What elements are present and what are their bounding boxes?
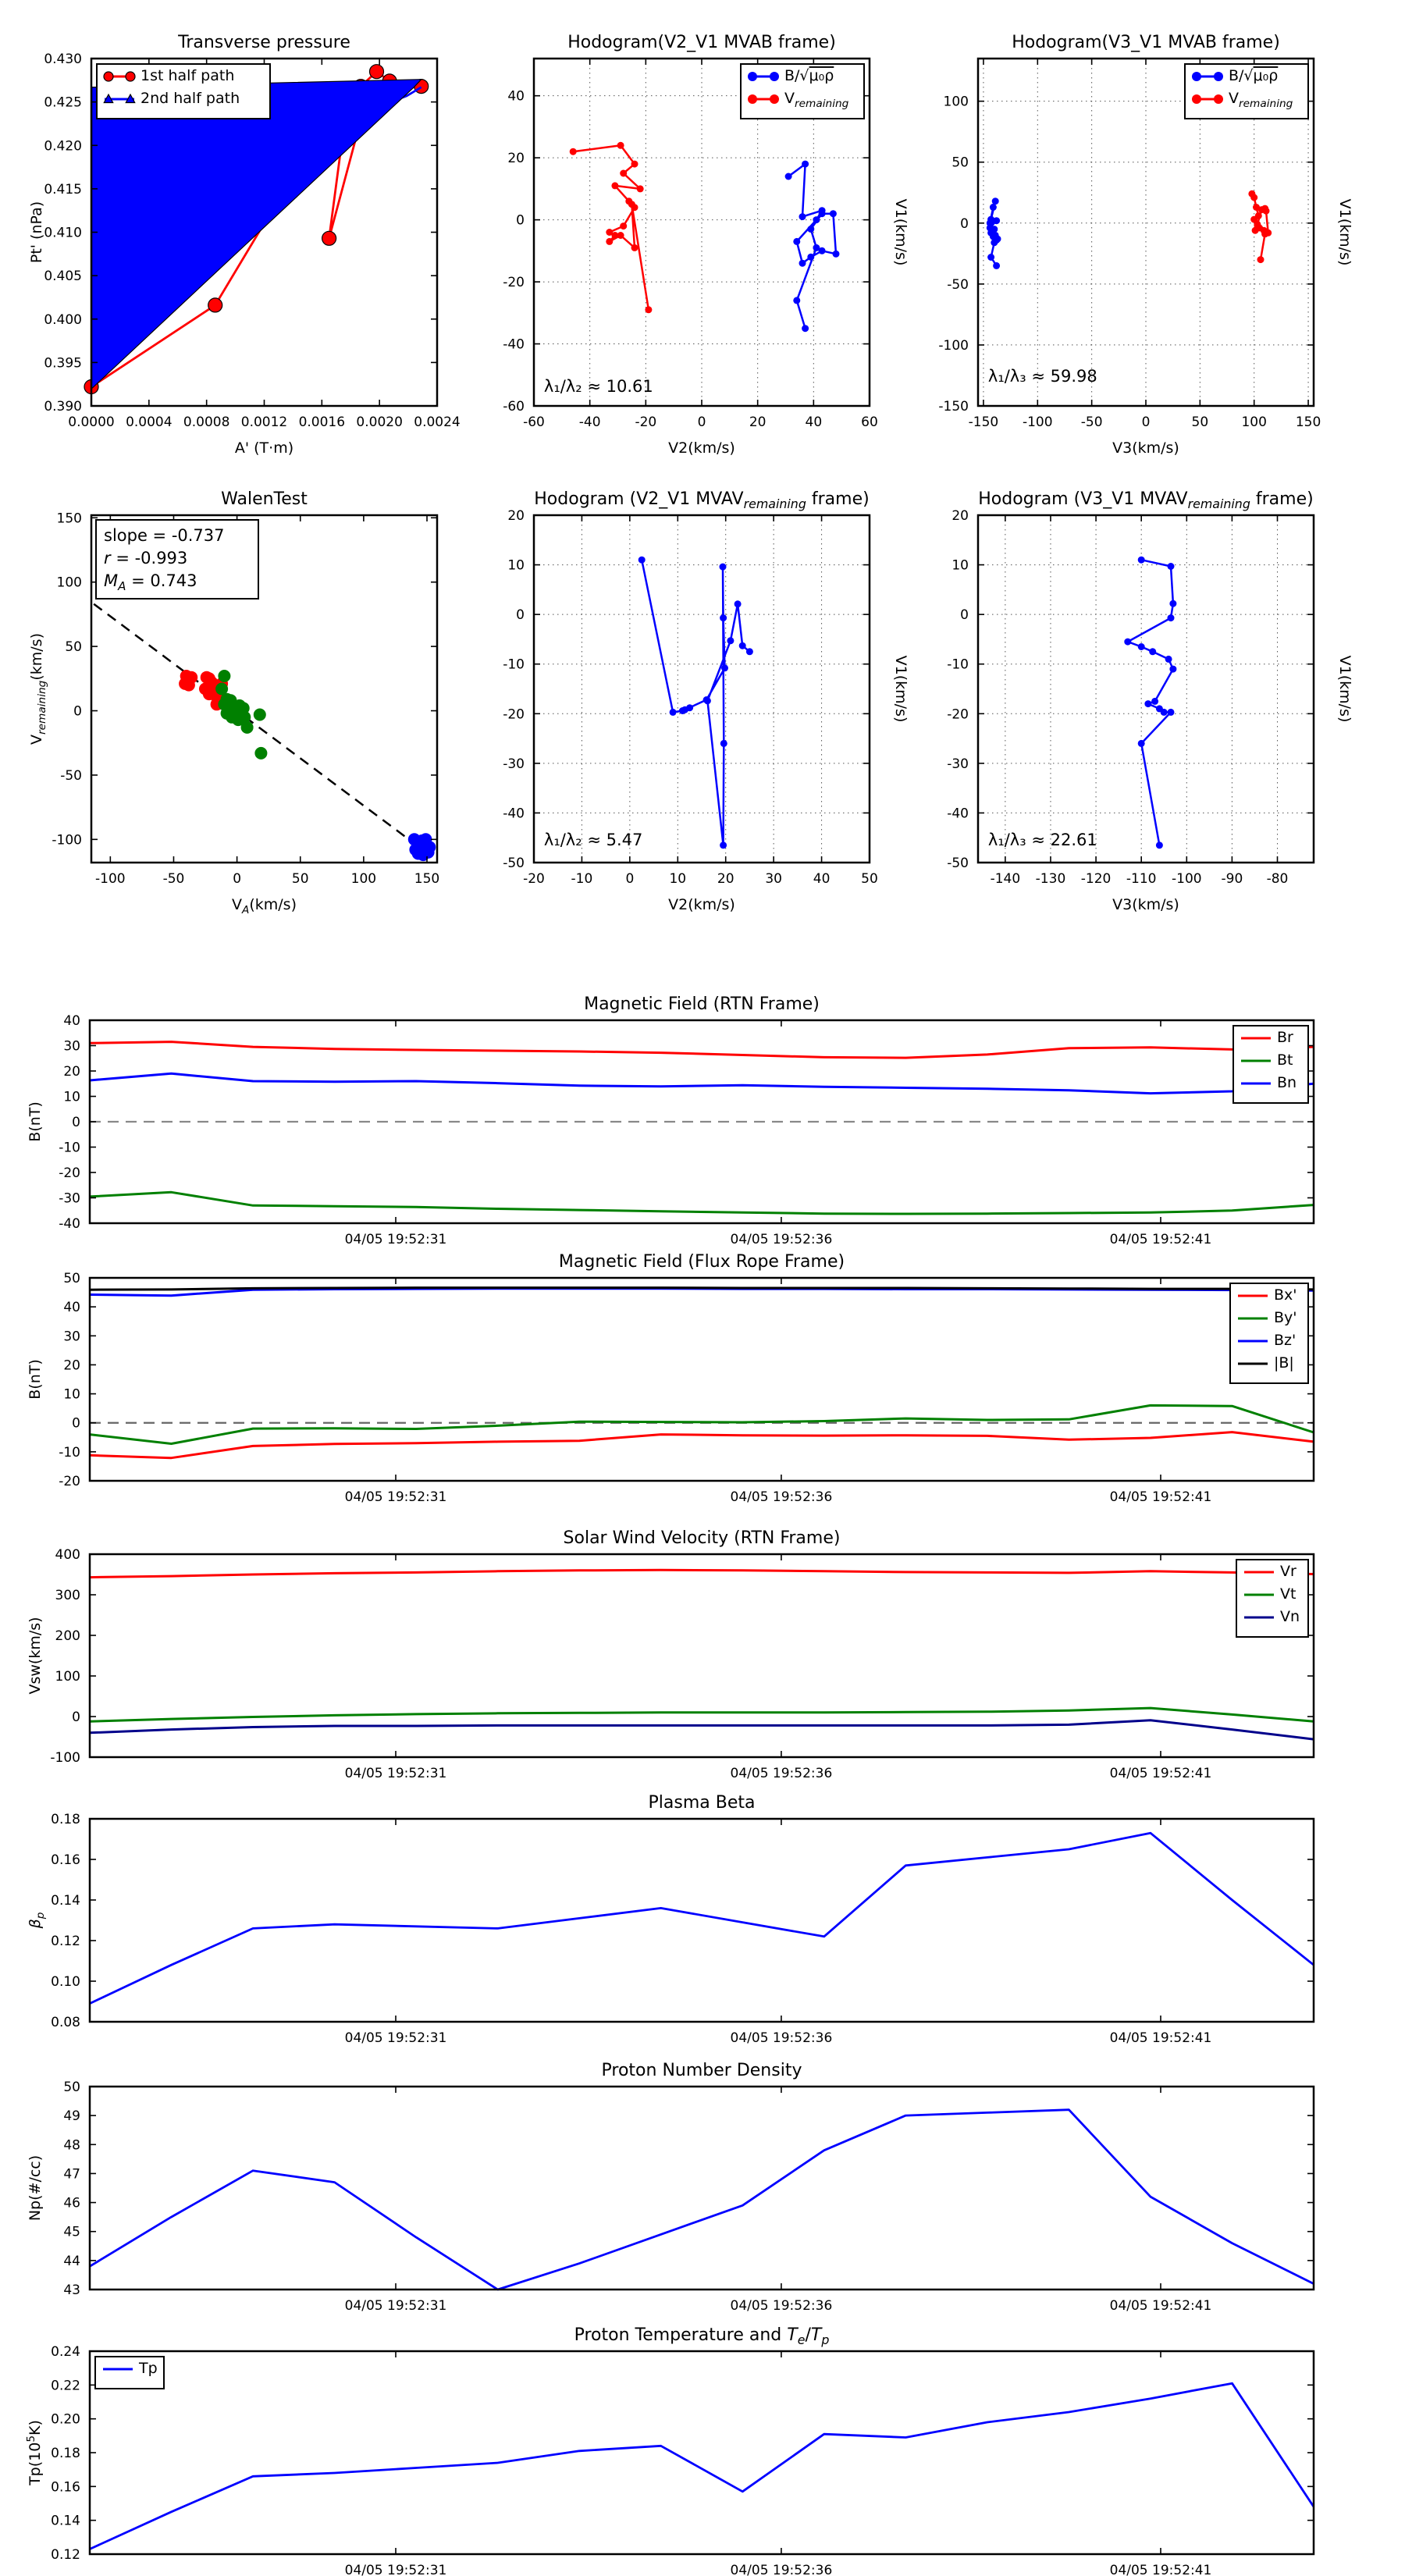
y-axis-label: $V_{remaining}(km/s)$ (28, 633, 48, 745)
svg-text:40: 40 (813, 871, 831, 887)
transverse-pressure-chart (28, 33, 461, 457)
markers-second-half-path (92, 80, 422, 389)
svg-text:0: 0 (697, 415, 706, 430)
svg-text:0: 0 (72, 1415, 80, 1432)
svg-text:0: 0 (72, 1710, 80, 1725)
svg-text:04/05 19:52:36: 04/05 19:52:36 (730, 2563, 833, 2576)
markers-B-over-sqrt-mu0rho (785, 161, 840, 333)
svg-text:0.425: 0.425 (44, 94, 82, 111)
x-axis-label: V3(km/s) (1112, 439, 1179, 457)
svg-text:04/05 19:52:41: 04/05 19:52:41 (1109, 1232, 1212, 1247)
svg-text:10: 10 (951, 557, 969, 574)
svg-text:0.0000: 0.0000 (68, 415, 115, 430)
svg-text:10: 10 (63, 1386, 80, 1403)
svg-text:-50: -50 (1080, 415, 1103, 430)
svg-text:-30: -30 (59, 1190, 80, 1207)
svg-text:50: 50 (1191, 415, 1209, 430)
svg-text:2nd half path: 2nd half path (140, 90, 240, 107)
svg-text:30: 30 (63, 1038, 80, 1055)
svg-text:-10: -10 (571, 871, 593, 887)
svg-text:100: 100 (350, 871, 377, 887)
svg-text:-90: -90 (1221, 871, 1243, 887)
svg-text:0.0004: 0.0004 (126, 415, 173, 430)
svg-text:0.08: 0.08 (51, 2015, 80, 2030)
svg-text:Bz': Bz' (1274, 1332, 1297, 1349)
svg-text:-10: -10 (59, 1140, 80, 1156)
svg-text:100: 100 (56, 575, 82, 591)
svg-text:r = -0.993: r = -0.993 (104, 549, 188, 568)
svg-text:-150: -150 (938, 399, 969, 415)
svg-text:04/05 19:52:41: 04/05 19:52:41 (1109, 1489, 1212, 1505)
svg-text:04/05 19:52:31: 04/05 19:52:31 (344, 1232, 447, 1247)
svg-text:-40: -40 (503, 806, 525, 822)
legend (95, 2357, 164, 2389)
svg-text:0.20: 0.20 (51, 2411, 80, 2428)
svg-text:-40: -40 (503, 336, 525, 353)
svg-text:0: 0 (233, 871, 242, 887)
chart-title: WalenTest (221, 489, 308, 509)
chart-svg (938, 33, 1353, 457)
series-Br (90, 1042, 1314, 1059)
svg-text:0.0020: 0.0020 (356, 415, 403, 430)
chart-svg (27, 1528, 1314, 1781)
series-hodogram-path (642, 560, 749, 845)
svg-text:20: 20 (749, 415, 767, 430)
chart-svg (27, 994, 1314, 1247)
chart-svg (503, 33, 909, 457)
svg-text:04/05 19:52:41: 04/05 19:52:41 (1109, 2030, 1212, 2046)
chart-svg (503, 489, 909, 913)
x-axis-label: A' (T·m) (234, 439, 294, 457)
legend (1233, 1026, 1308, 1103)
magnetic-field-flux-rope-chart (27, 1252, 1314, 1505)
legend (1230, 1283, 1308, 1383)
svg-text:0.14: 0.14 (51, 1893, 80, 1909)
chart-svg (28, 33, 461, 457)
svg-text:-100: -100 (938, 337, 969, 354)
svg-text:47: 47 (63, 2166, 80, 2183)
svg-text:04/05 19:52:31: 04/05 19:52:31 (344, 2030, 447, 2046)
svg-text:04/05 19:52:36: 04/05 19:52:36 (730, 2298, 833, 2314)
svg-text:40: 40 (805, 415, 823, 430)
svg-text:0.400: 0.400 (44, 311, 82, 328)
chart-title: Proton Number Density (601, 2061, 802, 2080)
svg-text:04/05 19:52:36: 04/05 19:52:36 (730, 1232, 833, 1247)
svg-text:Tp: Tp (139, 2360, 158, 2377)
svg-text:-40: -40 (947, 806, 969, 822)
chart-title: Plasma Beta (648, 1793, 756, 1813)
svg-text:04/05 19:52:41: 04/05 19:52:41 (1109, 2563, 1212, 2576)
svg-text:-100: -100 (52, 832, 82, 849)
y-axis-label: B(nT) (27, 1101, 44, 1142)
proton-temperature-chart (25, 2325, 1314, 2576)
svg-text:0.430: 0.430 (44, 52, 82, 67)
svg-text:04/05 19:52:36: 04/05 19:52:36 (730, 1766, 833, 1781)
x-axis-label: V2(km/s) (668, 439, 735, 457)
svg-text:Vremaining: $V_{remaining}$ (784, 90, 849, 110)
svg-text:0: 0 (625, 871, 635, 887)
svg-text:150: 150 (56, 511, 82, 527)
svg-text:0.0016: 0.0016 (298, 415, 346, 430)
svg-text:44: 44 (63, 2253, 80, 2269)
series-Tp (90, 2383, 1314, 2549)
svg-text:0.18: 0.18 (51, 2446, 80, 2461)
x-axis-label: V3(km/s) (1112, 896, 1179, 913)
hodogram-v2v1-mvab-chart (503, 33, 909, 457)
svg-text:-130: -130 (1035, 871, 1066, 887)
y-axis-label: Pt' (nPa) (28, 201, 45, 264)
series-fit-line (94, 604, 429, 855)
svg-text:slope = -0.737: slope = -0.737 (104, 526, 225, 545)
svg-text:-60: -60 (503, 399, 525, 415)
svg-text:0: 0 (516, 607, 525, 624)
svg-text:0.0008: 0.0008 (183, 415, 230, 430)
svg-text:50: 50 (291, 871, 309, 887)
svg-text:0.0012: 0.0012 (240, 415, 288, 430)
svg-text:-60: -60 (523, 415, 545, 430)
svg-text:200: 200 (55, 1628, 80, 1644)
svg-text:50: 50 (951, 155, 969, 171)
chart-title: Proton Temperature and $T_e/T_p$ (574, 2325, 830, 2347)
svg-text:40: 40 (63, 1013, 80, 1029)
svg-text:48: 48 (63, 2137, 80, 2154)
svg-text:B/√μ₀ρ: B/√μ₀ρ (784, 67, 834, 84)
y-axis-label: V1(km/s) (892, 655, 909, 723)
annotation: λ₁/λ₂ ≈ 5.47 (543, 830, 643, 849)
series-Bx-prime (90, 1432, 1314, 1458)
svg-text:20: 20 (63, 1064, 80, 1080)
svg-text:50: 50 (65, 639, 82, 656)
svg-text:10: 10 (669, 871, 687, 887)
svg-text:04/05 19:52:41: 04/05 19:52:41 (1109, 2298, 1212, 2314)
svg-text:Bt: Bt (1277, 1051, 1293, 1069)
svg-text:400: 400 (55, 1547, 80, 1563)
svg-text:-20: -20 (523, 871, 545, 887)
markers-hodogram-path (638, 557, 753, 849)
series-Vr (90, 1570, 1314, 1577)
svg-text:100: 100 (1241, 415, 1267, 430)
svg-text:100: 100 (943, 94, 969, 110)
y-axis-label: $Tp(10^5K)$ (25, 2420, 44, 2485)
y-axis-label: V1(km/s) (1336, 655, 1353, 723)
svg-text:-120: -120 (1080, 871, 1112, 887)
svg-text:0: 0 (960, 607, 969, 624)
chart-title: Transverse pressure (178, 33, 350, 52)
svg-text:-150: -150 (968, 415, 999, 430)
svg-text:10: 10 (63, 1089, 80, 1105)
svg-text:-140: -140 (990, 871, 1021, 887)
series-Np (90, 2110, 1314, 2290)
series-Vn (90, 1720, 1314, 1739)
svg-text:-50: -50 (60, 767, 82, 784)
svg-text:20: 20 (951, 508, 969, 524)
proton-number-density-chart (27, 2061, 1314, 2314)
svg-text:Br: Br (1277, 1029, 1293, 1046)
chart-title: Hodogram(V3_V1 MVAB frame) (1012, 33, 1280, 52)
svg-text:0.16: 0.16 (51, 2479, 80, 2496)
svg-text:-100: -100 (1022, 415, 1053, 430)
chart-title: Hodogram(V2_V1 MVAB frame) (567, 33, 836, 52)
svg-text:B/√μ₀ρ: B/√μ₀ρ (1229, 67, 1279, 84)
svg-text:04/05 19:52:31: 04/05 19:52:31 (344, 1766, 447, 1781)
svg-text:Bn: Bn (1277, 1074, 1297, 1091)
svg-text:30: 30 (765, 871, 782, 887)
svg-text:0.395: 0.395 (44, 355, 82, 372)
y-axis-label: $\beta_p$ (27, 1912, 47, 1929)
chart-svg (947, 489, 1353, 913)
chart-title: Solar Wind Velocity (RTN Frame) (563, 1528, 841, 1548)
svg-text:0: 0 (73, 703, 82, 720)
svg-text:-40: -40 (59, 1216, 80, 1232)
svg-text:45: 45 (63, 2224, 80, 2240)
magnetic-field-rtn-chart (27, 994, 1314, 1247)
svg-text:04/05 19:52:36: 04/05 19:52:36 (730, 1489, 833, 1505)
markers-hodogram-path (1124, 557, 1176, 849)
svg-text:-100: -100 (95, 871, 126, 887)
svg-text:1st half path: 1st half path (140, 67, 235, 84)
svg-text:0.0024: 0.0024 (414, 415, 461, 430)
svg-text:-20: -20 (503, 275, 525, 291)
markers-V-remaining (570, 142, 653, 313)
stats-box (96, 520, 258, 599)
svg-text:0.10: 0.10 (51, 1974, 80, 1990)
chart-title: Hodogram (V3_V1 $MVAV_{remaining}$ frame) (978, 489, 1314, 511)
chart-svg (27, 1252, 1314, 1505)
x-axis-label: $V_A(km/s)$ (232, 896, 297, 916)
svg-text:50: 50 (63, 1271, 80, 1286)
chart-title: Magnetic Field (Flux Rope Frame) (558, 1252, 845, 1272)
svg-text:0.24: 0.24 (51, 2344, 80, 2360)
svg-text:0: 0 (1141, 415, 1151, 430)
hodogram-v3v1-mvav-chart (947, 489, 1353, 913)
svg-text:10: 10 (507, 557, 525, 574)
legend (1236, 1560, 1308, 1637)
chart-svg (25, 2325, 1314, 2576)
svg-text:|B|: |B| (1274, 1354, 1294, 1372)
y-axis-label: V1(km/s) (1336, 198, 1353, 266)
svg-text:Vn: Vn (1280, 1608, 1300, 1625)
svg-text:Vr: Vr (1280, 1563, 1297, 1580)
svg-text:20: 20 (63, 1357, 80, 1374)
svg-text:04/05 19:52:31: 04/05 19:52:31 (344, 1489, 447, 1505)
svg-text:Vt: Vt (1280, 1585, 1297, 1603)
markers-walen-green (215, 670, 267, 760)
svg-text:-50: -50 (503, 856, 525, 871)
series-Bn (90, 1073, 1314, 1093)
svg-text:-20: -20 (59, 1474, 80, 1489)
svg-text:-20: -20 (503, 706, 525, 723)
x-axis-label: V2(km/s) (668, 896, 735, 913)
svg-text:50: 50 (63, 2080, 80, 2095)
chart-svg (27, 2061, 1314, 2314)
svg-text:-20: -20 (947, 706, 969, 723)
svg-text:MA = 0.743: $M_A = 0.743$ (104, 571, 197, 593)
svg-text:Vremaining: $V_{remaining}$ (1229, 90, 1293, 110)
svg-text:-10: -10 (947, 656, 969, 673)
chart-title: Magnetic Field (RTN Frame) (584, 994, 820, 1014)
svg-text:04/05 19:52:36: 04/05 19:52:36 (730, 2030, 833, 2046)
walen-test-chart (28, 489, 440, 916)
solar-wind-velocity-chart (27, 1528, 1314, 1781)
plasma-beta-chart (27, 1793, 1314, 2046)
svg-text:43: 43 (63, 2282, 80, 2298)
hodogram-v3v1-mvab-chart (938, 33, 1353, 457)
svg-text:0.405: 0.405 (44, 269, 82, 285)
svg-text:-50: -50 (947, 856, 969, 871)
svg-text:0.18: 0.18 (51, 1812, 80, 1827)
svg-text:20: 20 (507, 508, 525, 524)
svg-text:By': By' (1274, 1309, 1297, 1326)
svg-text:0.420: 0.420 (44, 138, 82, 155)
series-V-remaining (573, 145, 649, 309)
svg-text:40: 40 (507, 88, 525, 105)
svg-text:-10: -10 (59, 1444, 80, 1461)
svg-text:0: 0 (960, 215, 969, 232)
svg-text:-10: -10 (503, 656, 525, 673)
svg-text:-50: -50 (162, 871, 185, 887)
svg-text:0.415: 0.415 (44, 181, 82, 197)
svg-text:300: 300 (55, 1588, 80, 1603)
svg-text:Bx': Bx' (1274, 1286, 1297, 1304)
svg-text:50: 50 (861, 871, 878, 887)
svg-text:-30: -30 (947, 756, 969, 772)
markers-B-over-sqrt-mu0rho (987, 197, 1001, 269)
y-axis-label: V1(km/s) (892, 198, 909, 266)
svg-text:04/05 19:52:31: 04/05 19:52:31 (344, 2298, 447, 2314)
svg-text:20: 20 (507, 151, 525, 167)
svg-text:150: 150 (414, 871, 440, 887)
svg-text:-110: -110 (1126, 871, 1157, 887)
svg-text:-20: -20 (59, 1165, 80, 1181)
svg-text:-50: -50 (947, 276, 969, 293)
svg-text:-100: -100 (1172, 871, 1202, 887)
series-Vt (90, 1708, 1314, 1721)
svg-text:46: 46 (63, 2195, 80, 2211)
series-beta-p (90, 1833, 1314, 2003)
svg-text:49: 49 (63, 2108, 80, 2125)
svg-text:04/05 19:52:31: 04/05 19:52:31 (344, 2563, 447, 2576)
svg-text:40: 40 (63, 1300, 80, 1316)
svg-text:0.12: 0.12 (51, 2547, 80, 2563)
svg-text:-20: -20 (635, 415, 657, 430)
svg-text:0.16: 0.16 (51, 1852, 80, 1868)
svg-text:0: 0 (516, 212, 525, 229)
svg-text:0.12: 0.12 (51, 1934, 80, 1949)
hodogram-v2v1-mvav-chart (503, 489, 909, 913)
y-axis-label: Np(#/cc) (27, 2154, 44, 2222)
annotation: λ₁/λ₃ ≈ 59.98 (987, 366, 1097, 386)
svg-text:0: 0 (72, 1115, 80, 1130)
y-axis-label: B(nT) (27, 1359, 44, 1400)
svg-text:04/05 19:52:41: 04/05 19:52:41 (1109, 1766, 1212, 1781)
annotation: λ₁/λ₃ ≈ 22.61 (987, 830, 1097, 849)
legend (97, 64, 270, 119)
svg-text:0.22: 0.22 (51, 2378, 80, 2394)
svg-text:-40: -40 (578, 415, 601, 430)
svg-text:60: 60 (861, 415, 878, 430)
legend (1185, 64, 1308, 119)
annotation: λ₁/λ₂ ≈ 10.61 (543, 377, 653, 397)
series-Bt (90, 1192, 1314, 1214)
svg-text:100: 100 (55, 1669, 80, 1685)
svg-text:0.390: 0.390 (44, 399, 82, 415)
svg-text:0.14: 0.14 (51, 2513, 80, 2529)
chart-svg (28, 489, 440, 916)
svg-text:-80: -80 (1266, 871, 1289, 887)
y-axis-label: Vsw(km/s) (27, 1617, 44, 1695)
svg-text:-100: -100 (50, 1750, 80, 1766)
chart-title: Hodogram (V2_V1 $MVAV_{remaining}$ frame) (534, 489, 870, 511)
svg-text:30: 30 (63, 1329, 80, 1345)
svg-text:150: 150 (1295, 415, 1321, 430)
legend (741, 64, 864, 119)
svg-text:0.410: 0.410 (44, 225, 82, 241)
svg-text:-30: -30 (503, 756, 525, 772)
svg-text:20: 20 (717, 871, 735, 887)
markers-walen-blue (408, 833, 436, 861)
